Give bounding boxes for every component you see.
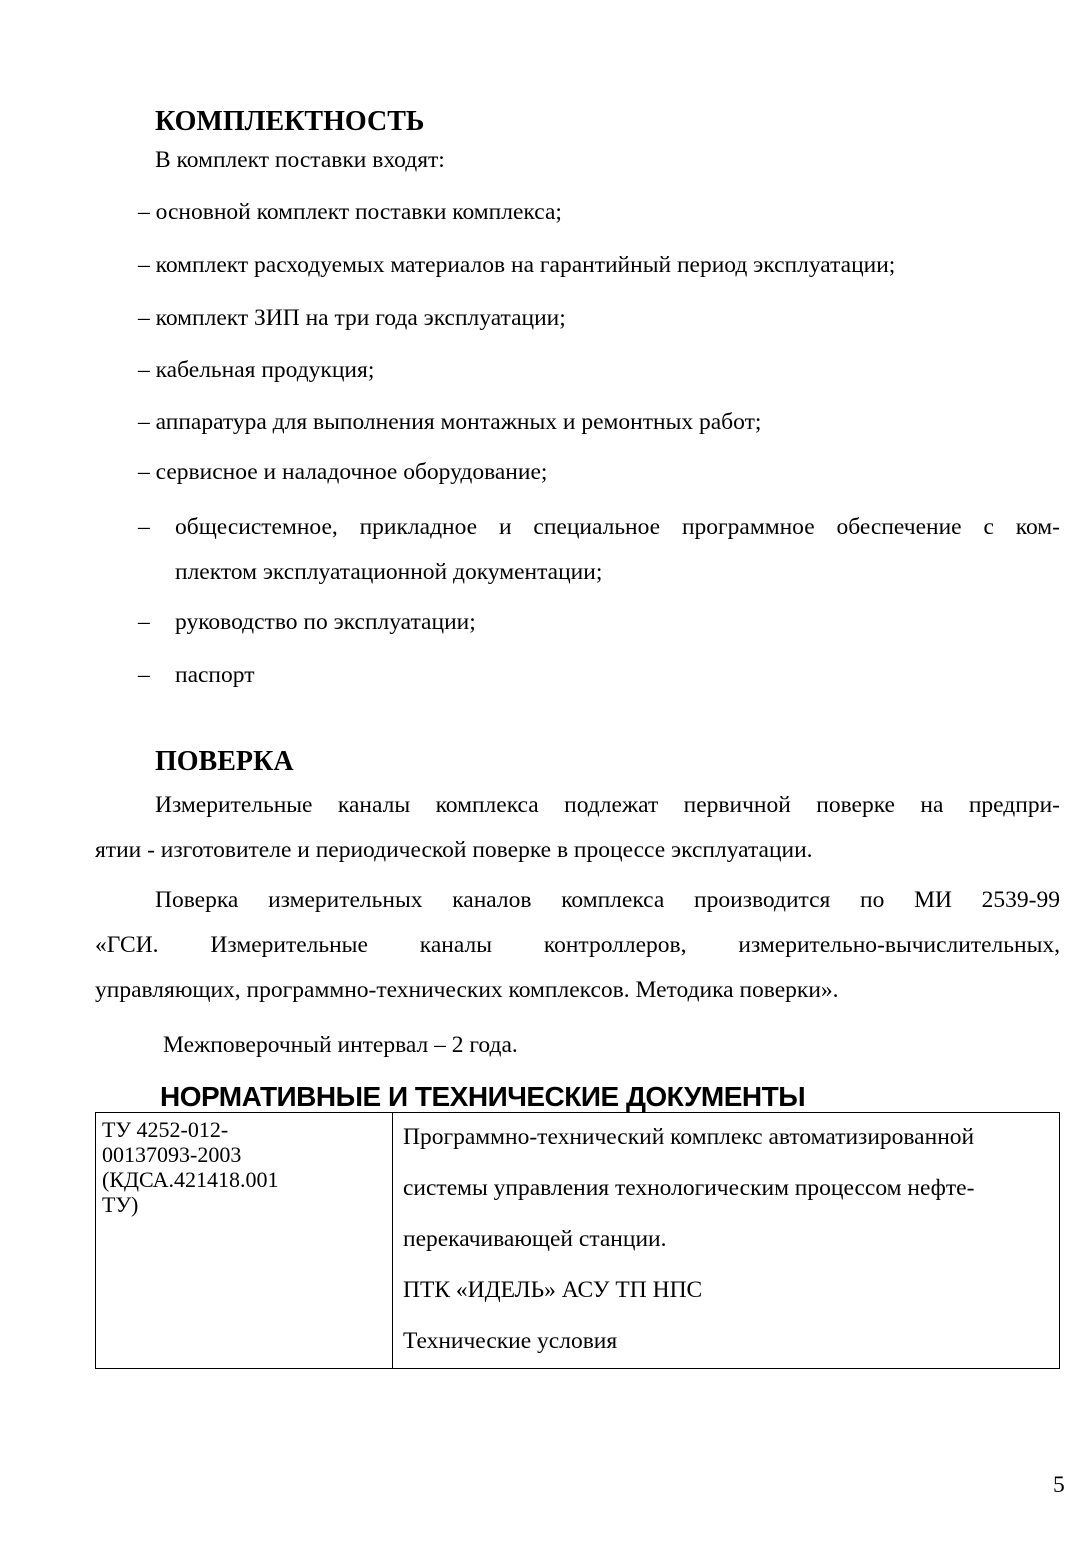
doc-desc-line: ПТК «ИДЕЛЬ» АСУ ТП НПС [403, 1277, 703, 1303]
doc-code-line: ТУ 4252-012- [102, 1117, 229, 1142]
section-title-completeness: КОМПЛЕКТНОСТЬ [155, 106, 425, 137]
doc-code-line: (КДСА.421418.001 [102, 1167, 279, 1192]
doc-code-line: 00137093-2003 [102, 1142, 242, 1167]
doc-desc-line: системы управления технологическим процессом нефте- [403, 1175, 975, 1201]
list-item: – комплект ЗИП на три года эксплуатации; [138, 305, 566, 331]
section-title-verification: ПОВЕРКА [155, 746, 294, 777]
paragraph-line: Поверка измерительных каналов комплекса производится по МИ 2539-99 [155, 887, 1060, 913]
paragraph-line: ятии - изготовителе и периодической поверке в процессе эксплуатации. [95, 837, 813, 863]
doc-code-cell [96, 1113, 393, 1369]
doc-desc-line: Технические условия [403, 1328, 618, 1354]
intro-text: В комплект поставки входят: [155, 147, 445, 173]
list-item: – основной комплект поставки комплекса; [138, 199, 562, 225]
list-item: – кабельная продукция; [138, 357, 375, 383]
table-row [96, 1113, 1060, 1369]
list-dash: – [138, 662, 150, 688]
list-item: руководство по эксплуатации; [175, 609, 476, 635]
list-item: – сервисное и наладочное оборудование; [138, 459, 548, 485]
documents-table [95, 1112, 1060, 1369]
list-dash: – [138, 514, 150, 540]
list-item: общесистемное, прикладное и специальное программное обеспечение с ком- [175, 514, 1060, 540]
paragraph-line: Измерительные каналы комплекса подлежат первичной поверке на предпри- [155, 792, 1060, 818]
section-title-documents: НОРМАТИВНЫЕ И ТЕХНИЧЕСКИЕ ДОКУМЕНТЫ [160, 1081, 806, 1112]
doc-desc-line: Программно-технический комплекс автоматизированной [403, 1124, 975, 1150]
list-item-continued: плектом эксплуатационной документации; [175, 559, 603, 585]
list-item: – аппаратура для выполнения монтажных и ремонтных работ; [138, 409, 762, 435]
list-item: паспорт [175, 662, 255, 688]
list-item: – комплект расходуемых материалов на гарантийный период эксплуатации; [138, 252, 896, 278]
paragraph-line: «ГСИ. Измерительные каналы контроллеров, измерительно-вычислительных, [95, 932, 1060, 958]
doc-code-line: ТУ) [102, 1192, 139, 1217]
doc-description-cell [393, 1113, 1060, 1369]
paragraph-line: Межповерочный интервал – 2 года. [163, 1032, 518, 1058]
doc-desc-line: перекачивающей станции. [403, 1226, 667, 1252]
paragraph-line: управляющих, программно-технических комплексов. Методика поверки». [95, 977, 839, 1003]
list-dash: – [138, 609, 150, 635]
page-number: 5 [1053, 1472, 1065, 1498]
